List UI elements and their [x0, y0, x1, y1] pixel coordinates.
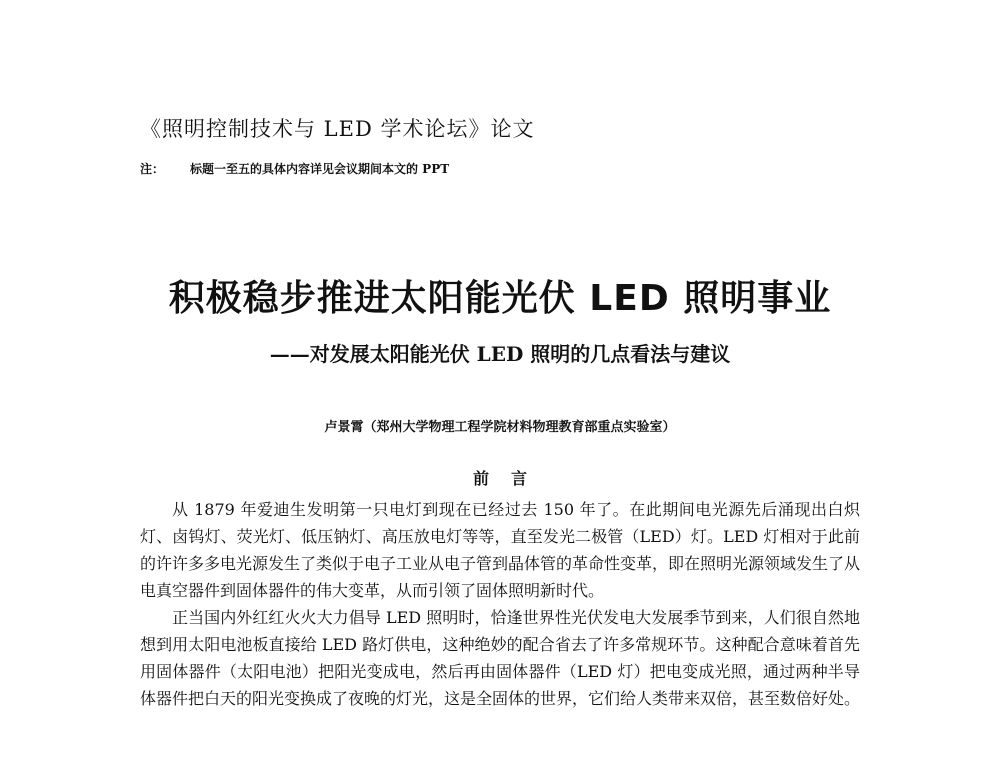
article-title: 积极稳步推进太阳能光伏 LED 照明事业	[168, 278, 832, 319]
note	[140, 160, 449, 177]
note-label: 注：	[140, 162, 165, 176]
body-text	[140, 496, 860, 712]
note-text: 标题一至五的具体内容详见会议期间本文的 PPT	[190, 162, 450, 176]
article-subtitle: ——对发展太阳能光伏 LED 照明的几点看法与建议	[269, 342, 731, 366]
paragraph-1: 从 1879 年爱迪生发明第一只电灯到现在已经过去 150 年了。在此期间电光源先后涌现出白炽灯、卤钨灯、荧光灯、低压钠灯、高压放电灯等等，直至发光二极管（LED）灯。LED 灯相对于此前的许许多多电光源发生了类似于电子工业从电子管到晶体管的革命性变革，即在照明光源领域发生了从电真空器件到固体器件的伟大变革，从而引领了固体照明新时代。	[140, 500, 861, 600]
section-heading-preface: 前言	[472, 469, 549, 488]
author-affiliation: 卢景霄（郑州大学物理工程学院材料物理教育部重点实验室）	[324, 420, 676, 435]
forum-title: 《照明控制技术与 LED 学术论坛》论文	[140, 117, 535, 141]
paragraph-2: 正当国内外红红火火大力倡导 LED 照明时，恰逢世界性光伏发电大发展季节到来，人们很自然地想到用太阳电池板直接给 LED 路灯供电，这种绝妙的配合省去了许多常规环节。这种配合意味着首先用固体器件（太阳电池）把阳光变成电，然后再由固体器件（LED 灯）把电变成光照，通过两种半导体器件把白天的阳光变换成了夜晚的灯光，这是全固体的世界，它们给人类带来双倍，甚至数倍好处。	[140, 608, 861, 708]
